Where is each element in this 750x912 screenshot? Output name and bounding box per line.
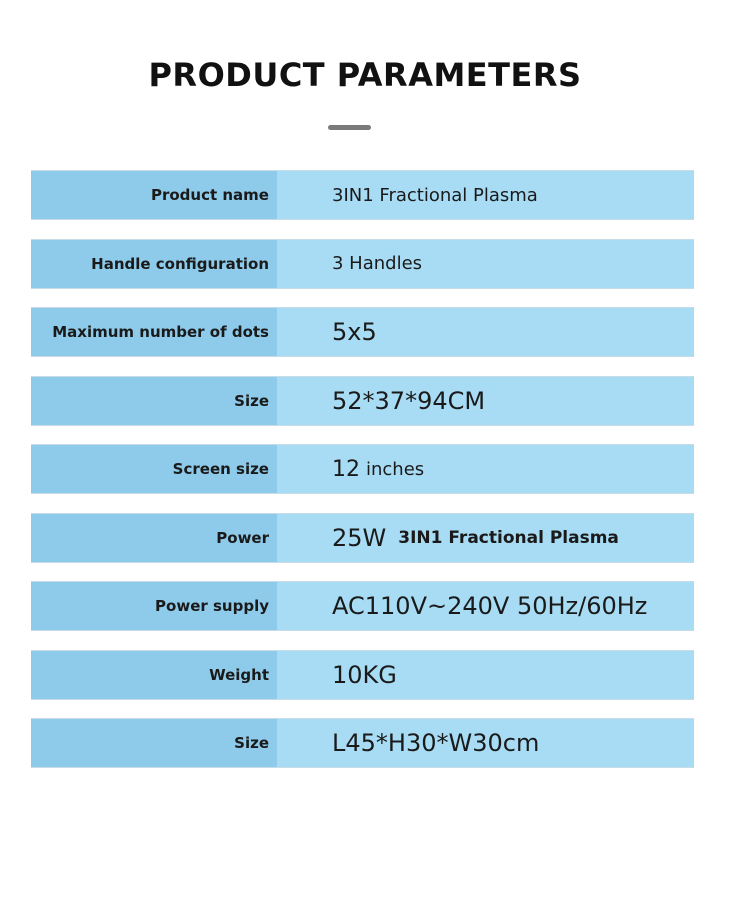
row-label: Maximum number of dots xyxy=(31,308,277,356)
row-value: AC110V~240V 50Hz/60Hz xyxy=(277,582,694,630)
table-row xyxy=(31,513,694,563)
row-label: Size xyxy=(31,377,277,425)
row-label: Screen size xyxy=(31,445,277,493)
screen-size-unit: inches xyxy=(366,458,425,480)
row-label: Size xyxy=(31,719,277,767)
row-value xyxy=(277,514,694,562)
row-value: 3 Handles xyxy=(277,240,694,288)
row-value: L45*H30*W30cm xyxy=(277,719,694,767)
table-row xyxy=(31,718,694,768)
row-label: Handle configuration xyxy=(31,240,277,288)
power-extra: 3IN1 Fractional Plasma xyxy=(398,527,619,548)
screen-size-number: 12 xyxy=(332,456,360,482)
row-value: 52*37*94CM xyxy=(277,377,694,425)
row-label: Power xyxy=(31,514,277,562)
row-label: Product name xyxy=(31,171,277,219)
row-value: 5x5 xyxy=(277,308,694,356)
row-value: 10KG xyxy=(277,651,694,699)
power-value: 25W xyxy=(332,523,387,552)
row-value xyxy=(277,445,694,493)
table-row xyxy=(31,239,694,289)
table-row xyxy=(31,376,694,426)
table-row xyxy=(31,444,694,494)
table-row xyxy=(31,170,694,220)
table-row xyxy=(31,650,694,700)
page-title: PRODUCT PARAMETERS xyxy=(148,56,582,94)
parameters-table xyxy=(31,170,694,787)
row-label: Power supply xyxy=(31,582,277,630)
table-row xyxy=(31,581,694,631)
row-label: Weight xyxy=(31,651,277,699)
title-underline xyxy=(328,125,371,130)
row-value: 3IN1 Fractional Plasma xyxy=(277,171,694,219)
table-row xyxy=(31,307,694,357)
